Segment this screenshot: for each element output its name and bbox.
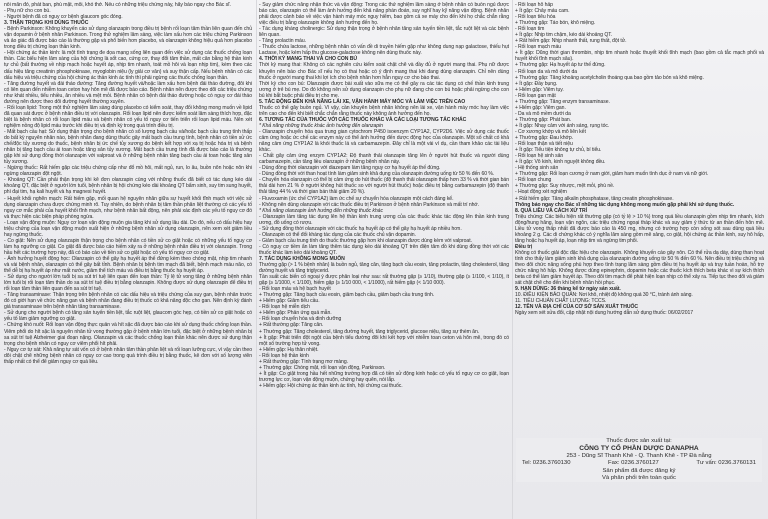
paragraph: - Thuốc chứa lactose, những bệnh nhân có vấn đề di truyền hiếm gặp như không dung nạp galactose, thiếu hụt Lactase, hoặc kém hấp thu glucose-galactose không nên dùng thuốc này. — [259, 44, 509, 57]
paragraph: 10. ĐIỀU KIỆN BẢO QUẢN: Nơi khô, nhiệt độ không quá 30 °C, tránh ánh sáng. — [515, 292, 693, 299]
section-heading: 7. TÁC DỤNG KHÔNG MONG MUỐN — [259, 255, 345, 262]
paragraph: Ngày xem xét sửa đổi, cập nhật nội dung hướng dẫn sử dụng thuốc: 06/02/2017 — [515, 310, 694, 317]
paragraph: + Thường gặp: Phát ban. — [515, 116, 572, 123]
paragraph: 11. TIÊU CHUẨN CHẤT LƯỢNG: TCCS. — [515, 298, 607, 305]
paragraph: - Tăng prolactin máu. — [259, 38, 306, 45]
paragraph: + Rất thường gặp: Tăng cân. — [259, 322, 324, 329]
paragraph: - Ảnh hưởng huyết động học: Olanzapin có thể gây hạ huyết áp thế đứng kèm theo chóng mặt, nhịp tim nhanh và vài bệnh nhân, olanzapin có thể gây bất tỉnh. Bệnh nhân bị bệnh tim mạch đã biết, bệnh mạch máu não, có thể dễ bị hạ huyết áp như mất nước, giảm thể tích máu và điều trị bằng thuốc hạ huyết áp. — [4, 255, 252, 275]
manufacturer-intro: Thuốc được sản xuất tại: — [606, 438, 672, 444]
text-column-1 — [4, 2, 252, 517]
paragraph: - Olanzapin có thể đối kháng tác dụng của các thuốc chủ vận dopamin. — [259, 231, 416, 238]
paragraph: - Bệnh Parkinson: Không khuyến cáo sử dụng olanzapin trong điều trị bệnh rối loạn tâm thần liên quan đến chủ vận dopamin ở bệnh nhân Parkinson. Trong thử nghiệm lâm sàng, việc làm xấu hơn các triệu chứng Parkinson và ảo giác đã được báo cáo là thường gặp và phổ biến hơn placebo, và olanzapin không hiệu quả hơn placebo trong điều trị chứng loạn thần kinh. — [4, 26, 252, 51]
paragraph: - Giảm bạch cầu trung tính do thuốc thường gặp hơn khi olanzapin được dùng kèm với valproat. — [259, 237, 472, 244]
paragraph: - Olanzapin làm tăng tác dụng lên hệ thần kinh trung ương của các thuốc khác tác động lên thần kinh trung ương, đồ uống có rượu. — [259, 213, 509, 226]
paragraph: - Rối loạn hệ miễn dịch — [259, 304, 310, 311]
paragraph: + Ít gặp: Vô kinh, kinh nguyệt không đều. — [515, 159, 606, 166]
paragraph: - Rối loạn hệ sinh sản — [515, 153, 564, 160]
paragraph: + Rất hiếm gặp: Nhịp nhanh thất, rung thất, đột tử. — [515, 38, 627, 45]
section-heading: 9. HẠN DÙNG: 36 tháng kể từ ngày sản xuất. — [515, 286, 621, 293]
manufacturer-address: 253 - Dũng Sĩ Thanh Khê - Q. Thanh Khê - TP Đà nẵng — [566, 452, 712, 459]
paragraph: Thuốc có thể gây buồn ngủ. Vì vậy, cần khuyên bệnh nhân không nên lái xe, vận hành máy móc hay làm việc trên cao cho đến khi biết chắc chắn rằng thuốc này không ảnh hưởng đến họ. — [259, 104, 509, 117]
paragraph: - Rối loạn tim — [515, 26, 545, 33]
paragraph: + Ít gặp: Nhịp tim chậm, kéo dài khoảng QT. — [515, 32, 613, 39]
paragraph: - Rối loạn mạch máu — [515, 44, 562, 51]
paragraph: - Khoảng QT: Cần phải thận trọng khi kê đơn olanzapin cùng với những thuốc đã biết có tác dụng kéo dài khoảng QT, đặc biệt ở người lớn tuổi, bệnh nhân bị hội chứng kéo dài khoảng QT bẩm sinh, suy tim sung huyết, phì đại tim, hạ kali huyết và hạ magnesi huyết. — [4, 177, 252, 196]
paragraph: + Thường gặp: Rối loạn cương ở nam giới, giảm ham muốn tình dục ở nam và nữ giới. — [515, 171, 709, 178]
paragraph: + Thường gặp: Tăng khoảng acetylcholin thoáng qua bao gồm tảo bón và khô miệng. — [515, 74, 704, 81]
paragraph: Tần suất các biến cố ngoại ý được phân loại như sau: rất thường gặp (≥ 1/10), thường gặp (≥ 1/100, < 1/10), ít gặp (≥ 1/1000, < 1/100), hiếm gặp (≥ 1/10 000, < 1/1000), rất hiếm gặp (< 1/10 000). — [259, 274, 509, 287]
registration-note: Sản phẩm đã được đăng ký — [602, 467, 676, 474]
paragraph: - Hoạt động xét nghiệm — [515, 189, 567, 196]
paragraph: - Mất bạch cầu hạt: Sử dụng thận trọng cho bệnh nhân có số lượng bạch cầu và/hoặc bạch cầu trung tính thấp do bất kỳ nguyên nhân nào, bệnh nhân đang dùng thuốc gây mất bạch cầu trung tính, bệnh nhân có tiền sử ức chế/độc tủy xương do thuốc, bệnh nhân bị ức chế tủy xương do bệnh kết hợp với xạ trị hoặc hóa trị và bệnh nhân bị tăng bạch cầu ái toan hoặc tăng sản tủy xương. Mất bạch cầu trung tính đã được báo cáo là thường gặp khi sử dụng đồng thời olanzapin với valproat và ở những bệnh nhân tăng bạch cầu ái toan hoặc tăng sản tủy xương. — [4, 128, 252, 166]
paragraph: - Chuyển hóa olanzapin có thể bị cảm ứng do hút thuốc (độ thanh thải olanzapin thấp hơn 33 % và thời gian bán thải dài hơn 21 % ở người không hút thuốc so với người hút thuốc) hoặc điều trị bằng carbamazepin (độ thanh thải tăng 44 % và thời gian bán thải giảm 20 %). — [259, 177, 509, 196]
section-heading: 3. THẬN TRỌNG KHI DÙNG THUỐC — [4, 20, 89, 27]
section-heading: 4. THỜI KỲ MANG THAI VÀ CHO CON BÚ — [259, 56, 358, 63]
paragraph: + Ít gặp: Nhạy cảm với ánh sáng, rụng tóc. — [515, 122, 610, 129]
manufacturer-hotline: Tư vấn: 0236.3760131 — [696, 460, 756, 467]
paragraph: - Cơ xương khớp và mô liên kết — [515, 128, 586, 135]
paragraph: - Rối loạn máu và hệ bạch huyết — [259, 286, 331, 293]
paragraph: - Chất gây cảm ứng enzym CYP1A2: Độ thanh thải olanzapin tăng lên ở người hút thuốc và người dùng carbamazepin, cần tăng liều olanzapin ở những bệnh nhân này. — [259, 153, 509, 166]
paragraph: - Hệ thống sinh sản — [515, 165, 559, 172]
paragraph: - Dùng đồng thời olanzapin với diazepam làm tăng nguy cơ hạ huyết áp thế đứng. — [259, 165, 441, 172]
paragraph: + Thường gặp: Tăng enzym transaminase. — [515, 98, 610, 105]
paragraph: + Ít gặp: Co giật trong hầu hết những trường hợp đã có tiền sử động kinh hoặc có yếu tố nguy cơ co giật, loạn trương lực cơ, loạn vận động muộn, chứng hay quên, nói lắp. — [259, 370, 509, 383]
paragraph: - Rối loạn hệ thần kinh — [259, 352, 309, 359]
contact-row — [516, 460, 762, 467]
text-column-2 — [259, 2, 509, 517]
paragraph: + Hiếm gặp: Hạ thân nhiệt. — [259, 346, 319, 353]
paragraph: - Nguy cơ tự sát: Khả năng tự sát vốn có ở bệnh nhân tâm thần phân liệt và rối loạn lưỡng cực, vì vậy cần theo dõi chặt chẽ những bệnh nhân có nguy cơ cao trong quá trình điều trị bằng thuốc, kê đơn với số lượng viên thấp nhất có thể để giảm nguy cơ quá liều. — [4, 346, 252, 365]
paragraph: - Hội chứng ác thần kinh: là một tình trạng đe dọa mạng sống liên quan đến việc sử dụng các thuốc chống loạn thần. Các biểu hiện lâm sàng của hội chứng là sốt cao, cứng cơ, thay đổi tâm thần, mất cân bằng hệ thần kinh tự chủ (bất thường về nhịp mạch hoặc huyết áp, nhịp tim nhanh, toát mồ hôi và loạn nhịp tim), kèm theo các dấu hiệu tăng creatinin phosphokinase, myoglobin niệu (ly giải cơ vân) và suy thận cấp. Nếu bệnh nhân có các dấu hiệu và triệu chứng của hội chứng ác thần kinh ác tính thì phải ngừng các thuốc chống loạn thần. — [4, 50, 252, 81]
paragraph: nối mẩn đỏ, phát ban, phù mặt, môi, khó thở. Nếu có những triệu chứng này, hãy báo ngay cho Bác sĩ. — [4, 2, 231, 8]
paragraph: - Có nguy cơ tiềm ẩn làm tăng thêm tác dụng kéo dài khoảng QT trên điện tâm đồ khi dùng đồng thời với các thuốc khác làm kéo dài khoảng QT. — [259, 243, 509, 256]
paragraph: * Khả năng những thuốc khác ảnh hưởng đến olanzapin — [259, 122, 383, 129]
paragraph: Thường gặp (> 1 % bệnh nhân) là buồn ngủ, tăng cân, tăng bạch cầu eosin, tăng prolactin, tăng cholesterol, tăng đường huyết và tăng triglycerid. — [259, 262, 509, 275]
paragraph: - Da và mô mềm dưới da — [515, 110, 571, 117]
paragraph: - Fluvoxamin (ức chế CYP1A2) làm ức chế sự chuyển hóa olanzapin một cách đáng kể. — [259, 195, 454, 202]
section-heading: Điều trị — [515, 243, 533, 250]
paragraph: + Rất thường gặp: Tình trạng mơ màng. — [259, 358, 348, 365]
paragraph: - Sử dụng cho người lớn tuổi bị sa sút trí tuệ liên quan đến loạn thần: Tỷ lệ tử vong tăng ở những bệnh nhân lớn tuổi bị rối loạn tâm thần do sa sút trí tuệ điều trị bằng olanzapin. Không được sử dụng olanzapin để điều trị rối loạn tâm thần liên quan đến sa sút trí tuệ. — [4, 274, 252, 293]
paragraph: - Rối loạn hô hấp — [515, 2, 553, 8]
paragraph: - Phụ nữ cho con bú. — [4, 8, 51, 15]
paragraph: - Không nên dùng olanzapin với các thuốc điều trị Parkinson ở bệnh nhân Parkinson và mất trí nhớ. — [259, 201, 480, 208]
paragraph: + Ít gặp: Chảy máu cam. — [515, 8, 570, 15]
paragraph: - Sử dụng đồng thời olanzapin với các thuốc hạ huyết áp có thể gây hạ huyết áp nhiều hơn. — [259, 225, 462, 232]
manufacturer-block — [516, 438, 762, 482]
paragraph: + Hiếm gặp: Viêm tụy. — [515, 86, 564, 93]
paragraph: - Co giật: Nên sử dụng olanzapin thận trọng cho bệnh nhân có tiền sử co giật hoặc có những yếu tố nguy cơ làm hạ ngưỡng co giật. Co giật đã được báo cáo hiếm xảy ra ở những bệnh nhân điều trị với olanzapin. Trong hầu hết các trường hợp này, đã có báo cáo về tiền sử co giật hoặc có yếu tố nguy cơ co giật. — [4, 237, 252, 256]
paragraph: - Dùng đồng thời với than hoạt tính làm giảm sinh khả dụng của olanzapin đường uống từ 50 % đến 60 %. — [259, 171, 495, 178]
paragraph: - Ngừng thuốc: Rất hiếm gặp các triệu chứng cấp như đổ mồ hôi, mất ngủ, run, lo âu, buồn nôn hoặc nôn khi ngừng olanzapin đột ngột. — [4, 165, 252, 178]
paragraph: + Hiếm gặp: Viêm gan. — [515, 104, 566, 111]
paragraph: + Rất hiếm gặp: Tăng alkalin phosphatase, tăng creatin phosphokinase. — [515, 195, 674, 202]
paragraph: Thời kỳ mang thai: Không có các nghiên cứu kiểm soát chặt chẽ và đầy đủ ở người mang thai. Phụ nữ được khuyên nên báo cho Bác sĩ nếu họ có thai hoặc có ý định mang thai khi đang dùng olanzapin. Chỉ nên dùng thuốc ở người mang thai khi lợi ích cho bệnh nhân hơn hẳn nguy cơ cho bào thai. — [259, 62, 509, 81]
manufacturer-tel: Tel: 0236.3760130 — [522, 460, 571, 467]
paragraph: - Rối loạn chung — [515, 177, 552, 184]
paragraph: * Khả năng olanzapin ảnh hưởng đến những thuốc khác — [259, 207, 383, 214]
paragraph: Thông báo ngay cho Bác sĩ những tác dụng không mong muốn gặp phải khi sử dụng thuốc. — [515, 201, 735, 208]
paragraph: Thời kỳ cho con bú: Olanzapin được bài xuất vào sữa mẹ có thể gây ra các tác dụng có chế thần kinh trung ương ở trẻ bú mẹ. Do đó không nên sử dụng olanzapin cho phụ nữ đang cho con bú hoặc phải ngừng cho con bú khi bắt buộc phải điều trị cho mẹ. — [259, 80, 509, 99]
paragraph: + Thường gặp: Tăng bạch cầu eosin, giảm bạch cầu, giảm bạch cầu trung tính. — [259, 292, 435, 299]
paragraph: - Olanzapin chuyển hóa qua trung gian cytochrom P450 isoenzym CYP1A2, CYP2D6. Việc sử dụng các thuốc cảm ứng hoặc ức chế các enzym này có thể ảnh hưởng đến dược động học của olanzapin. Một số chất có khả năng cảm ứng CYP1A2 là khói thuốc lá và carbamazepin. Đây chỉ là một vài ví dụ, cần tham khảo các tài liệu khác. — [259, 128, 509, 154]
manufacturer-name: CÔNG TY CỔ PHẦN DƯỢC DANAPHA — [579, 445, 699, 453]
paragraph: - Người bệnh đã có nguy cơ bệnh glaucom góc đóng. — [4, 14, 123, 21]
paragraph: + Thường gặp: Đau khớp. — [515, 135, 573, 142]
fold-line — [512, 0, 513, 519]
paragraph: - Rối loạn thận và tiết niệu — [515, 141, 573, 148]
fold-line — [256, 0, 257, 519]
paragraph: + Thường gặp: Chóng mặt, rối loạn vận động, Parkinson. — [259, 364, 386, 371]
paragraph: - Rối loạn gan mật — [515, 92, 556, 99]
manufacturer-fax: Fax: 0236.3760127 — [608, 460, 659, 467]
distribution-note: Và phân phối trên toàn quốc — [601, 475, 677, 482]
paragraph: - Rối loạn chuyển hóa và dinh dưỡng — [259, 316, 342, 323]
section-heading: 5. TÁC ĐỘNG ĐẾN KHẢ NĂNG LÁI XE, VẬN HÀNH MÁY MÓC VÀ LÀM VIỆC TRÊN CAO — [259, 98, 466, 105]
paragraph: + Ít gặp: Dũng thời gian thrombin, nhịp tim nhanh hoặc thuyết khối tĩnh mạch (bao gồm cả tắc mạch phổi và huyết khối tĩnh mạch sâu). — [515, 50, 764, 63]
paragraph: + Ít gặp: Phát triển đột ngột của bệnh tiểu đường đôi khi kết hợp với nhiễm toan ceton và hôn mê, trong đó có một số trường hợp tử vong. — [259, 334, 509, 347]
paragraph: + Hiếm gặp: Hội chứng ác thần kinh ác tính, hội chứng cai thuốc. — [259, 382, 403, 389]
paragraph: + Thường gặp: Hạ huyết áp tư thế đứng. — [515, 62, 606, 69]
paragraph: - Huyết khối nghẽn mạch: Rất hiếm gặp, mối quan hệ nguyên nhân giữa sự huyết khối tĩnh mạch với việc sử dụng olanzapin chưa được chứng minh rõ. Tuy nhiên, do bệnh nhân bị tâm thần phân liệt thường có các yếu tố nguy cơ mắc phải của huyết khối tĩnh mạch, như bệnh nhân bất động, nên phải xác định các yếu tố nguy cơ đó và thực hiện các biện pháp phòng ngừa. — [4, 195, 252, 220]
paragraph: - Chứng khó nuốt: Rối loạn vận động thực quản và hít sặc đã được báo cáo khi sử dụng thuốc chống loạn thần. Viêm phổi do hít sặc là nguyên nhân tử vong thường gặp ở bệnh nhân lớn tuổi, đặc biệt ở những bệnh nhân bị sa sút trí tuệ Alzheimer giai đoạn nặng. Olanzapin và các thuốc chống loạn thần khác nên được sử dụng thận trọng cho bệnh nhân có nguy cơ viêm phổi hít phải. — [4, 322, 252, 347]
paragraph: + Hiếm gặp: Giảm tiểu cầu. — [259, 298, 320, 305]
paragraph: - Sử dụng cho người bệnh có tăng sản tuyến tiền liệt, tắc ruột liệt, glaucom góc hẹp, có tiền sử co giật hoặc có yếu tố làm giảm ngưỡng co giật. — [4, 310, 252, 323]
paragraph: - Tăng đường huyết và đái tháo đường: Tăng đường huyết và/hoặc làm xấu hơn bệnh đái tháo đường, đôi khi có liên quan đến nhiễm toan ceton hay hôn mê đã được báo cáo. Bệnh nhân nên được theo dõi các triệu chứng như khát nhiều, tiểu nhiều, ăn nhiều và mệt mỏi. Bệnh nhân có bệnh đái tháo đường hoặc có nguy cơ đái tháo đường nên được theo dõi đường huyết thường xuyên. — [4, 80, 252, 105]
paragraph: + Ít gặp: Đầy bụng. — [515, 80, 558, 87]
paragraph: - Rối loạn tiêu hóa — [515, 14, 556, 21]
section-heading: 8. QUÁ LIỀU VÀ CÁCH XỬ TRÍ — [515, 207, 587, 214]
section-heading: 6. TƯƠNG TÁC CỦA THUỐC VỚI CÁC THUỐC KHÁC VÀ CÁC LOẠI TƯƠNG TÁC KHÁC — [259, 116, 467, 123]
paragraph: - Suy giảm chức năng nhận thức và vận động: Trong các thử nghiệm lâm sàng ở bệnh nhân có buồn ngủ được báo cáo, olanzapin có thể làm ảnh hưởng đến khả năng phán đoán, suy nghĩ hay kỹ năng vận động. Bệnh nhân phải được cảnh báo về việc vận hành máy móc nguy hiểm, bao gồm cả xe máy cho đến khi họ chắc chắn rằng việc điều trị bằng olanzapin không ảnh hưởng đến họ. — [259, 2, 509, 27]
paragraph: Triệu chứng: Các biểu hiện rất thường gặp (có tỷ lệ > 10 %) trong quá liều olanzapin gồm nhịp tim nhanh, kích động/hung hăng, loạn vận ngôn, các triệu chứng ngoại tháp khác và suy giảm ý thức từ an thần đến hôn mê. Liều tử vong thấp nhất đã được báo cáo là 450 mg, nhưng có trường hợp còn sống sót sau dùng quá liều khoảng 2 g. Các di chứng khác có ý nghĩa lâm sàng gồm mê sảng, co giật, hội chứng ác thần kinh, suy hô hấp, tăng hoặc hạ huyết áp, loạn nhịp tim và ngừng tim phổi. — [515, 213, 764, 244]
paragraph: - Rối loạn da và mô dưới da — [515, 68, 578, 75]
paragraph: + Thường gặp: Suy nhược, mệt mỏi, phù nề. — [515, 183, 615, 190]
paragraph: + Ít gặp: Tiểu tiện không tự chủ, bí tiểu. — [515, 147, 602, 154]
paragraph: - Tăng transaminase: Thận trọng trên bệnh nhân có các dấu hiệu và triệu chứng của suy gan, bệnh nhân trước đó có giới hạn về chức năng gan và bệnh nhân đang điều trị thuốc có khả năng độc cho gan. Nên định kỳ đánh giá transaminase trên bệnh nhân tăng transaminase. — [4, 292, 252, 311]
paragraph: + Hiếm gặp: Phản ứng quá mẫn. — [259, 310, 332, 317]
section-heading: 12. TÊN VÀ ĐỊA CHỈ CỦA CƠ SỞ SẢN XUẤT THUỐC — [515, 304, 639, 311]
paragraph: Không có thuốc giải độc đặc hiệu cho olanzapin. Không khuyến cáo gây nôn. Có thể rửa dạ dày, dùng than hoạt tính cho thấy làm giảm sinh khả dụng của olanzapin đường uống từ 50 % đến 60 %. Nên điều trị triệu chứng và theo dõi chức năng sống phù hợp theo tình trạng lâm sàng gồm điều trị hạ huyết áp và trụy tuần hoàn, hỗ trợ chức năng hô hấp. Không được dùng epinephrin, dopamin hoặc các thuốc kích thích beta khác vì sự kích thích beta có thể làm giảm huyết áp. Theo dõi tim mạch để phát hiện loạn nhịp có thể xảy ra. Tiếp tục theo dõi và giám sát chặt chẽ cho đến khi bệnh nhân hồi phục. — [515, 249, 764, 287]
paragraph: - Loạn vận động muộn: Nguy cơ loạn vận động muộn gia tăng khi sử dụng lâu dài. Do đó, nếu có dấu hiệu hay triệu chứng của loạn vận động muộn xuất hiện ở những bệnh nhân sử dụng olanzapin, nên xem xét giảm liều hay ngừng thuốc. — [4, 219, 252, 238]
paragraph: + Thường gặp: Tăng cholesterol, tăng đường huyết, tăng triglycerid, glucose niệu, tăng sự thèm ăn. — [259, 328, 480, 335]
paragraph: - Tác dụng kháng cholinergic: Sử dụng thận trọng ở bệnh nhân tăng sản tuyến tiền liệt, tắc ruột liệt và các bệnh liên quan. — [259, 26, 509, 39]
paragraph: - Rối loạn lipid: Trong một thử nghiệm lâm sàng dùng placebo có kiểm soát, thay đổi không mong muốn về lipid đã quan sát được ở bệnh nhân điều trị với olanzapin. Rối loạn lipid nên được kiểm soát lâm sàng thích hợp, đặc biệt là bệnh nhân có rối loạn lipid máu và bệnh nhân có yếu tố nguy cơ tiến triển rối loạn lipid máu. Nên xét nghiệm nồng độ lipid máu trước khi điều trị và định kỳ trong quá trình điều trị. — [4, 104, 252, 129]
paragraph: + Thường gặp: Táo bón, khô miệng. — [515, 20, 596, 27]
